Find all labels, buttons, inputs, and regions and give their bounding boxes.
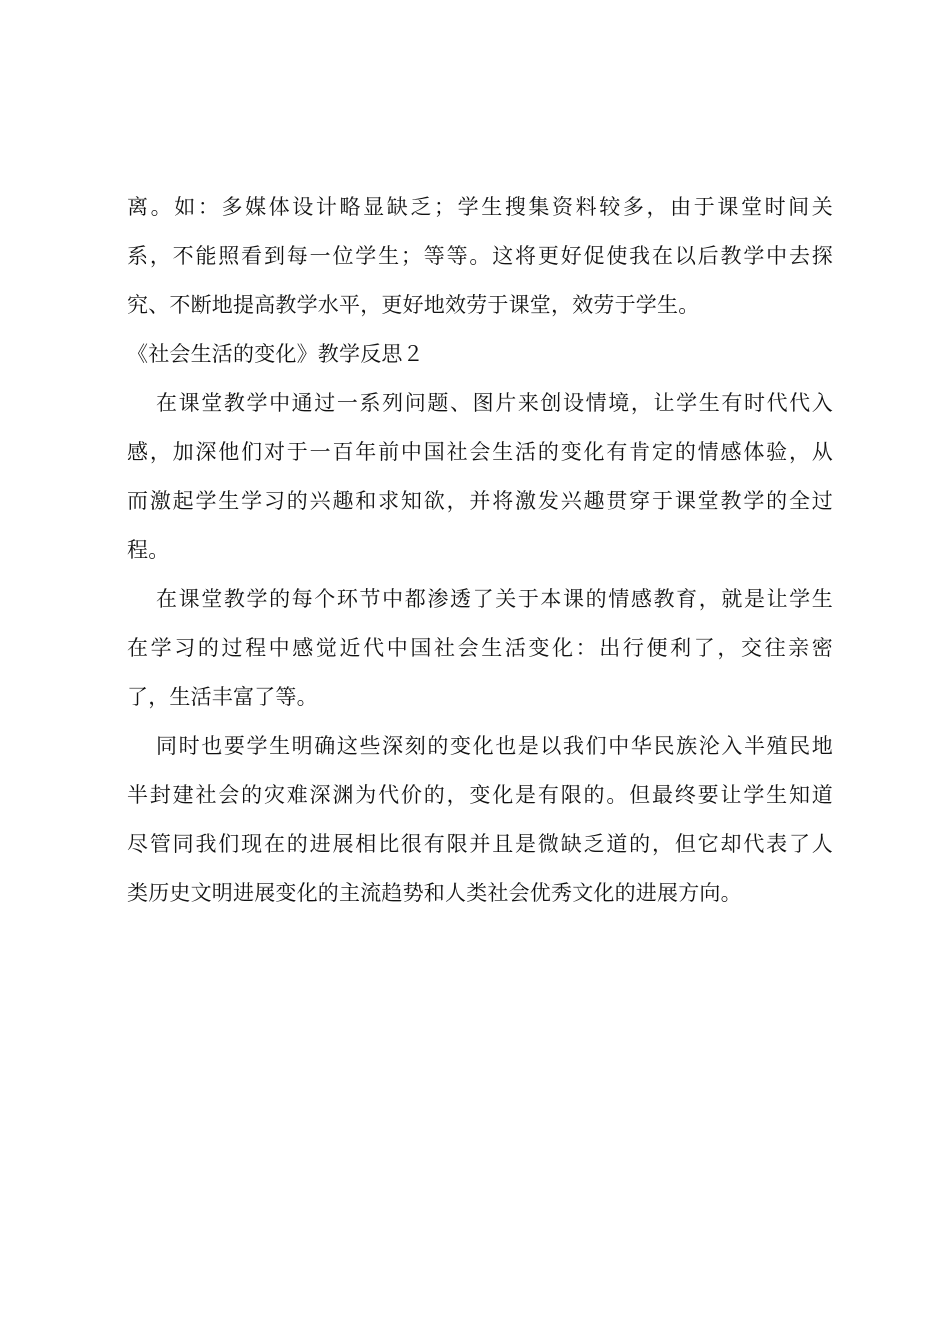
paragraph-2 [127,575,833,722]
text-line: 尽管同我们现在的进展相比很有限并且是微缺乏道的，但它却代表了人 [127,832,833,856]
continuation-paragraph [127,183,833,330]
text-line: 离。如：多媒体设计略显缺乏；学生搜集资料较多，由于课堂时间关 [127,195,833,219]
text-line: 究、不断地提高教学水平，更好地效劳于课堂，效劳于学生。 [127,293,700,317]
text-line: 半封建社会的灾难深渊为代价的，变化是有限的。但最终要让学生知道 [127,783,833,807]
document-body [127,183,833,918]
section-title: 《社会生活的变化》教学反思２ [127,342,424,366]
text-line: 同时也要学生明确这些深刻的变化也是以我们中华民族沦入半殖民地 [156,734,833,758]
text-line: 感，加深他们对于一百年前中国社会生活的变化有肯定的情感体验，从 [127,440,833,464]
paragraph-1 [127,379,833,575]
text-line: 在课堂教学中通过一系列问题、图片来创设情境，让学生有时代代入 [156,391,833,415]
text-line: 程。 [127,538,170,562]
paragraph-3 [127,722,833,918]
text-line: 系，不能照看到每一位学生；等等。这将更好促使我在以后教学中去探 [127,244,833,268]
text-line: 而激起学生学习的兴趣和求知欲，并将激发兴趣贯穿于课堂教学的全过 [127,489,833,513]
text-line: 在课堂教学的每个环节中都渗透了关于本课的情感教育，就是让学生 [156,587,833,611]
text-line: 了，生活丰富了等。 [127,685,318,709]
text-line: 在学习的过程中感觉近代中国社会生活变化：出行便利了，交往亲密 [127,636,833,660]
text-line: 类历史文明进展变化的主流趋势和人类社会优秀文化的进展方向。 [127,881,742,905]
